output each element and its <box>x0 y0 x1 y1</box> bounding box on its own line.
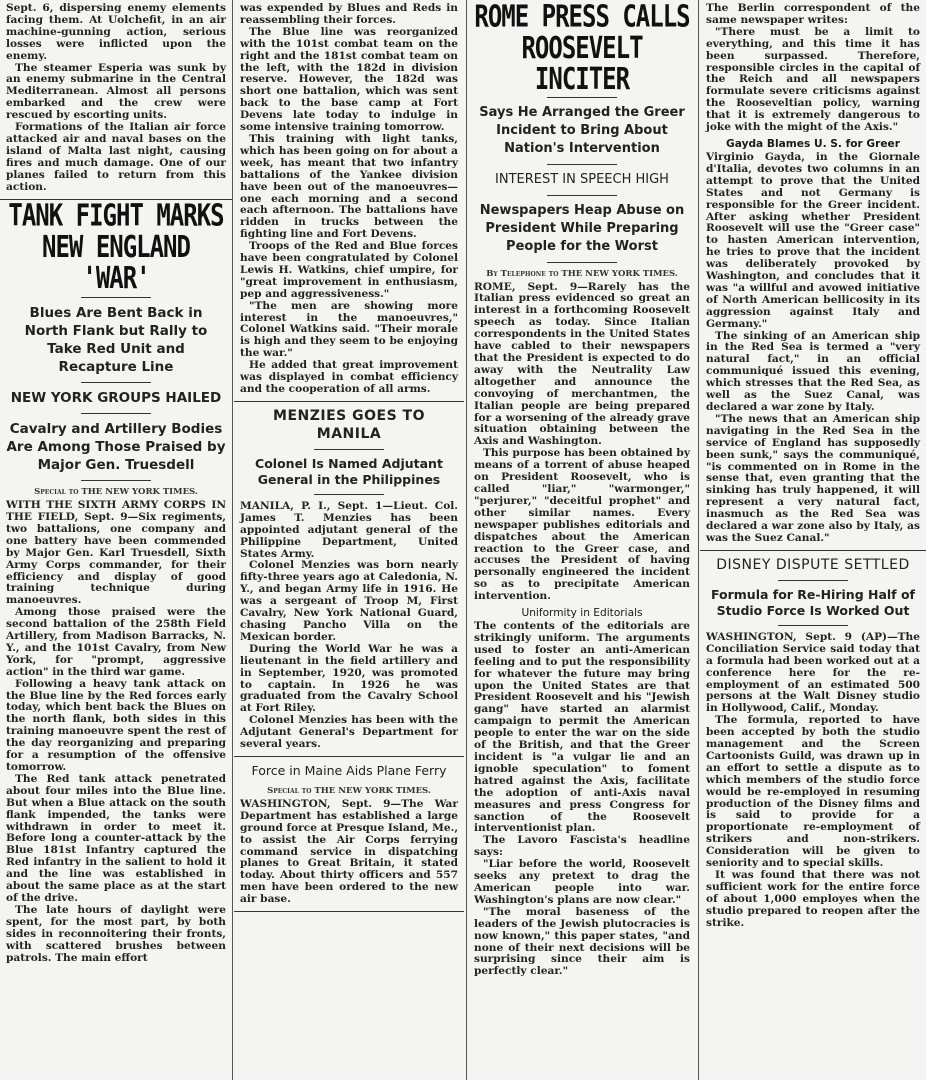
byline-credit: Special to THE NEW YORK TIMES. <box>34 487 198 498</box>
deck-divider <box>778 625 848 626</box>
article-paragraph: WASHINGTON, Sept. 9—The War Department has established a large ground force at Presque Island, Me., to assist the Air Corps ferrying command service in dispatching planes to Great Britain, it stated today. About thirty officers and 557 men have been ordered to the new air base. <box>240 797 459 906</box>
rome-press-deck-3: Newspapers Heap Abuse on President While Preparing People for the Worst <box>479 202 685 254</box>
section-divider <box>234 401 464 402</box>
article-subhead: Uniformity in Editorials <box>521 607 643 620</box>
byline-credit: By Telephone to THE NEW YORK TIMES. <box>486 268 678 279</box>
article-paragraph: The formula, reported to have been accepted by both the studio management and the Screen Cartoonists Guild, was drawn up in an effort to settle a dispute as to which members of the studio force would be re-employed in resuming production of the Disney films and is said to provide for a proportionate re-employment of strikers and non-strikers. Consideration will be given to seniority and to special skills. <box>706 714 920 870</box>
maine-headline: Force in Maine Aids Plane Ferry <box>251 762 447 778</box>
tank-fight-headline: TANK FIGHT MARKS NEW ENGLAND 'WAR' <box>8 197 224 296</box>
deck-divider <box>778 580 848 581</box>
article-paragraph: WASHINGTON, Sept. 9 (AP)—The Conciliation Service said today that a formula had been worked out at a conference here for the re-employment of an estimated 500 persons at the Walt Disney studio in Hollywood, Calif., Monday. <box>706 630 920 715</box>
article-paragraph: Sept. 6, dispersing enemy elements facing them. At Uolchefit, in an air machine-gunning action, serious losses were inflicted upon the enemy. <box>6 2 226 62</box>
article-paragraph: WITH THE SIXTH ARMY CORPS IN THE FIELD, Sept. 9—Six regiments, two battalions, one company and one battery have been commended by Major Gen. Karl Truesdell, Sixth Army Corps commander, for their efficiency and display of good training technique during manoeuvres. <box>6 499 226 607</box>
section-divider <box>234 756 464 757</box>
disney-headline: DISNEY DISPUTE SETTLED <box>716 556 910 573</box>
article-paragraph: "Liar before the world, Roosevelt seeks any pretext to drag the American people into war. Washington's plans are now clear." <box>474 858 690 906</box>
section-divider <box>234 911 464 912</box>
article-paragraph: Colonel Menzies was born nearly fifty-three years ago at Caledonia, N. Y., and began Army life in 1916. He was a sergeant of Troop M, First Cavalry, New York National Guard, chasing Pancho Villa on the Mexican border. <box>240 559 458 643</box>
rome-press-deck-1: Says He Arranged the Greer Incident to Bring About Nation's Intervention <box>479 104 685 156</box>
article-paragraph: During the World War he was a lieutenant in the field artillery and in September, 1920, was promoted to captain. In 1926 he was graduated from the Cavalry School at Fort Riley. <box>240 642 458 715</box>
article-paragraph: This training with light tanks, which has been going on for about a week, has meant that two infantry battalions of the Yankee division have been out of the manoeuvres—one each morning and a second each afternoon. The battalions have ridden in trucks between the fighting line and Fort Devens. <box>240 132 458 241</box>
article-paragraph: "The news that an American ship navigating in the Red Sea in the service of England has supposedly been sunk," says the communiqué, "is commented on in Rome in the sense that, even granting that the sinking has truly happened, it will represent a very natural fact, inasmuch as the Red Sea was declared a war zone also by Italy, as was the Suez Canal." <box>706 412 920 544</box>
column-rule <box>466 0 467 1080</box>
deck-divider <box>314 494 384 495</box>
column-2 <box>234 0 464 1080</box>
article-paragraph: The Red tank attack penetrated about four miles into the Blue line. But when a Blue attack on the south flank impended, the tanks were withdrawn in order to meet it. Before long a counter-attack by the Blue 181st Infantry captured the Red infantry in the salient to hold it and the line was established in about the same place as at the start of the drive. <box>6 772 226 904</box>
article-paragraph: "The moral baseness of the leaders of the Jewish plutocracies is now known," this paper states, "and none of their next decisions will be surprising since their aim is perfectly clear." <box>474 905 690 978</box>
column-rule <box>698 0 699 1080</box>
article-paragraph: Virginio Gayda, in the Giornale d'Italia, devotes two columns in an attempt to prove that the United States and not Germany is responsible for the Greer incident. After asking whether President Roosevelt will use the "Greer case" to hasten American intervention, he tries to prove that the incident was deliberately provoked by Washington, and concludes that it was "a willful and avowed initiative of North American bellicosity in its aggression against Italy and Germany." <box>706 150 920 330</box>
article-paragraph: This purpose has been obtained by means of a torrent of abuse heaped on President Roosevelt, who is called "liar," "warmonger," "perjurer," "deceitful prophet" and other similar names. Every newspaper publishes editorials and dispatches about the American reaction to the Greer case, and accuses the President of having personally engineered the incident so as to precipitate American intervention. <box>474 447 690 603</box>
article-paragraph: The Lavoro Fascista's headline says: <box>474 834 690 859</box>
article-paragraph: "There must be a limit to everything, and this time it has been surpassed. Therefore, responsible circles in the capital of the Reich and all newspapers formulate severe criticisms against the Rooseveltian policy, warning that it is extremely dangerous to joke with the might of the Axis." <box>706 25 920 134</box>
article-paragraph: Among those praised were the second battalion of the 258th Field Artillery, from Madison Barracks, N. Y., and the 101st Cavalry, from New York, for "prompt, aggressive action" in the third war game. <box>6 606 226 678</box>
menzies-deck: Colonel Is Named Adjutant General in the Philippines <box>255 455 443 487</box>
article-paragraph: Troops of the Red and Blue forces have been congratulated by Colonel Lewis H. Watkins, chief umpire, for "great improvement in enthusiasm, pep and aggressiveness." <box>240 240 458 300</box>
deck-divider <box>547 164 617 165</box>
article-paragraph: The contents of the editorials are strikingly uniform. The arguments used to foster an anti-American feeling and to put the responsibility for whatever the future may bring upon the United States are that President Roosevelt and his "Jewish gang" have started an alarmist campaign to permit the American people to enter the war on the side of the British, and that the Greer incident is "a vulgar lie and an ignoble speculation" to foment hatred against the Axis, facilitate the adoption of anti-Axis naval measures and press Congress for sanction of the Roosevelt interventionist plan. <box>474 620 690 835</box>
article-paragraph: was expended by Blues and Reds in reassembling their forces. <box>240 2 458 26</box>
column-rule <box>232 0 233 1080</box>
tank-fight-deck-2: NEW YORK GROUPS HAILED <box>10 390 222 407</box>
article-paragraph: The late hours of daylight were spent, for the most part, by both sides in reconnoitering their fronts, with scattered brushes between patrols. The main effort <box>6 903 226 964</box>
tank-fight-deck-3: Cavalry and Artillery Bodies Are Among Those Praised by Major Gen. Truesdell <box>6 421 226 474</box>
article-paragraph: The Berlin correspondent of the same newspaper writes: <box>706 2 920 26</box>
article-paragraph: The steamer Esperia was sunk by an enemy submarine in the Central Mediterranean. Almost all persons embarked and the crew were rescued by escorting units. <box>6 61 226 122</box>
rome-press-headline: ROME PRESS CALLS ROOSEVELT INCITER <box>474 0 690 98</box>
column-1 <box>0 0 232 1080</box>
deck-divider <box>81 480 151 481</box>
article-paragraph: The sinking of an American ship in the Red Sea is termed a "very natural fact," in an official communiqué issued this evening, which stresses that the Red Sea, as well as the Suez Canal, was declared a war zone by Italy. <box>706 329 920 413</box>
article-paragraph: It was found that there was not sufficient work for the entire force of about 1,000 employes when the studio prepared to reopen after the strike. <box>706 869 920 929</box>
deck-divider <box>547 195 617 196</box>
disney-deck: Formula for Re-Hiring Half of Studio Force Is Worked Out <box>710 586 915 618</box>
deck-divider <box>81 297 151 298</box>
deck-divider <box>314 449 384 450</box>
section-divider <box>700 550 926 551</box>
article-paragraph: He added that great improvement was displayed in combat efficiency and the cooperation of all arms. <box>240 359 458 395</box>
deck-divider <box>547 97 617 98</box>
rome-press-deck-2: INTEREST IN SPEECH HIGH <box>495 171 669 187</box>
article-paragraph: The Blue line was reorganized with the 101st combat team on the right and the 181st combat team on the left, with the 182d in division reserve. However, the 182d was short one battalion, which was sent back to the base camp at Fort Devens late today to indulge in some intensive training tomorrow. <box>240 25 458 134</box>
article-paragraph: Following a heavy tank attack on the Blue line by the Red forces early today, which bent back the Blues on the north flank, both sides in this training manoeuvre spent the rest of the day reorganizing and preparing for a resumption of the offensive tomorrow. <box>6 677 226 773</box>
article-paragraph: Colonel Menzies has been with the Adjutant General's Department for several years. <box>240 714 458 751</box>
article-subhead: Gayda Blames U. S. for Greer <box>726 137 900 150</box>
deck-divider <box>81 413 151 414</box>
byline-credit: Special to THE NEW YORK TIMES. <box>267 785 431 796</box>
deck-divider <box>81 382 151 383</box>
article-paragraph: ROME, Sept. 9—Rarely has the Italian press evidenced so great an interest in a forthcoming Roosevelt speech as today. Since Italian correspondents in the United States have cabled to their newspapers that the President is expected to do away with the Neutrality Law altogether and announce the convoying of merchantmen, the Italian people are being prepared for a worsening of the already grave situation obtaining between the Axis and Washington. <box>474 280 690 448</box>
article-paragraph: "The men are showing more interest in the manoeuvres," Colonel Watkins said. "Their morale is high and they seem to be enjoying the war." <box>240 299 458 360</box>
column-4 <box>700 0 926 1080</box>
tank-fight-deck-1: Blues Are Bent Back in North Flank but Rally to Take Red Unit and Recapture Line <box>24 305 208 376</box>
deck-divider <box>547 262 617 263</box>
article-paragraph: Formations of the Italian air force attacked air and naval bases on the island of Malta last night, causing fires and much damage. One of our planes failed to return from this action. <box>6 121 226 193</box>
menzies-headline: MENZIES GOES TO MANILA <box>273 407 425 442</box>
article-paragraph: MANILA, P. I., Sept. 1—Lieut. Col. James T. Menzies has been appointed adjutant general of the Philippine Department, United States Army. <box>240 499 458 560</box>
column-3 <box>468 0 696 1080</box>
